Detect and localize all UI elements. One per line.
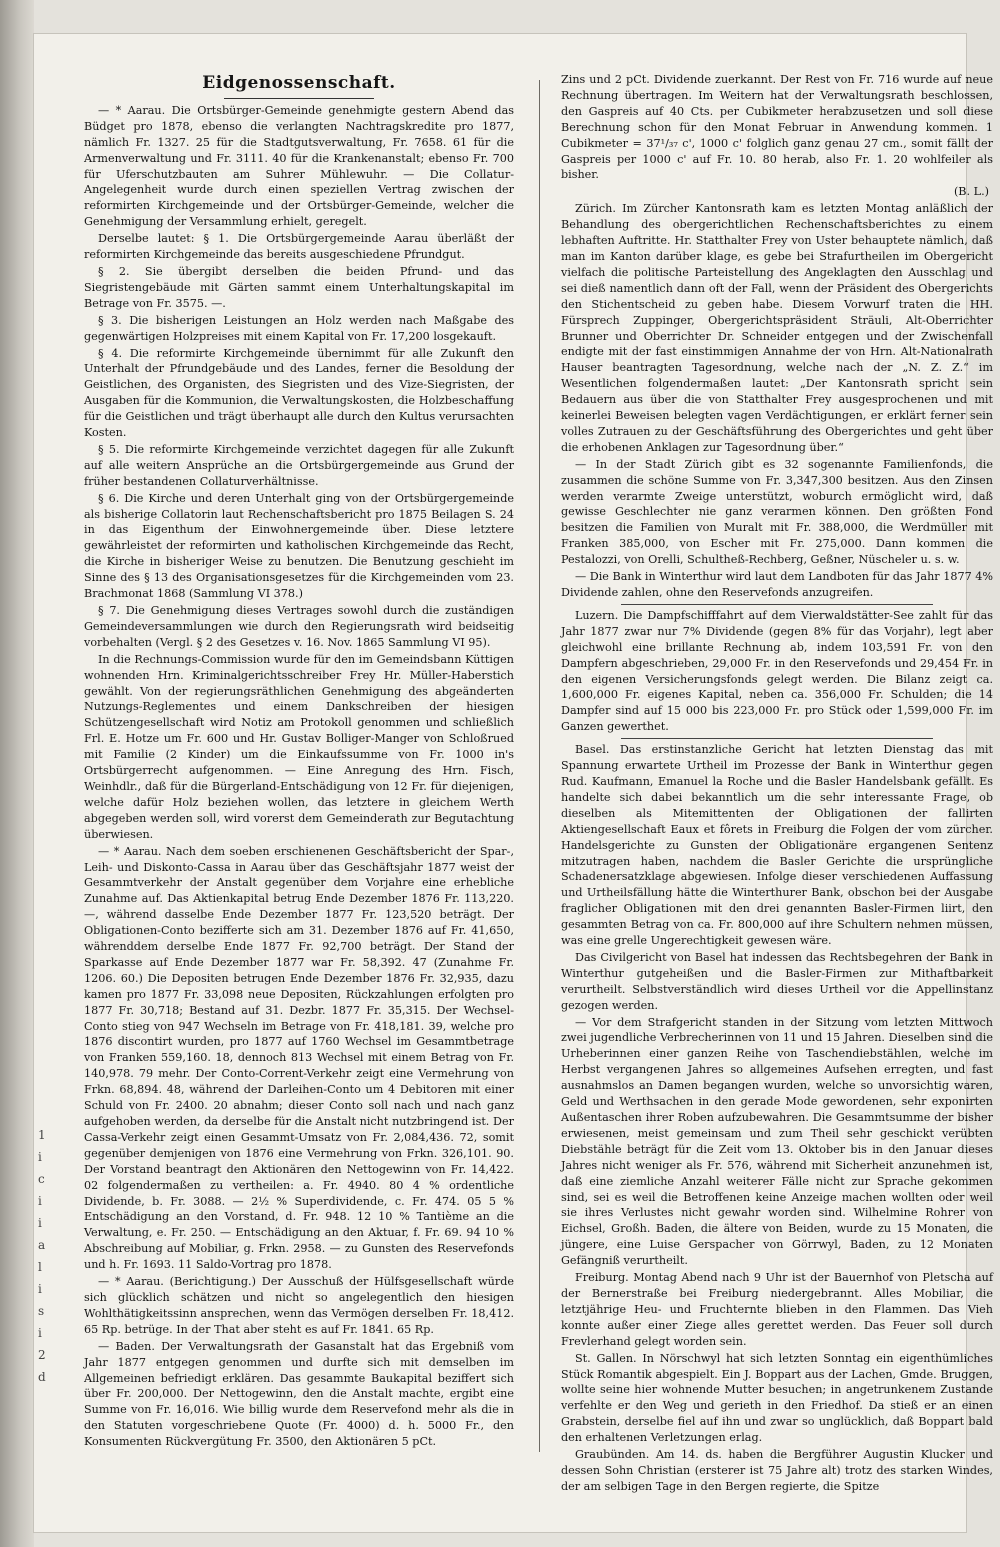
article-separator xyxy=(621,604,933,605)
margin-mark: c xyxy=(38,1172,45,1186)
article-st-gallen: St. Gallen. In Nörschwyl hat sich letzten Sonntag ein eigenthümliches Stück Romantik abgespielt. Ein J. Boppart aus der Lachen, Gmde. Bruggen, wollte seine hier wohnende Mutter besuchen; in angetrunkenem Zustande verfehlte er den Weg und gerieth in den Friedhof. Da stieß er an einen Grabstein, derselbe fiel auf ihn und zwar so unglücklich, daß Boppart bald den erhaltenen Verletzungen erlag. xyxy=(561,1351,993,1445)
margin-mark: d xyxy=(38,1370,46,1384)
contract-paragraph-6: § 6. Die Kirche und deren Unterhalt ging von der Ortsbürgergemeinde als bisherige Collatorin laut Rechenschaftsbericht pro 1875 Beilagen S. 24 in das Eigenthum der Einwohnergemeinde über. Diese letztere gewährleistet der reformirten und katholischen Kirchgemeinde das Recht, die Kirche in bisheriger Weise zu benutzen. Die Benutzung geschieht im Sinne des § 13 des Organisationsgesetzes für die Kirchgemeinden vom 23. Brachmonat 1868 (Sammlung VI 378.) xyxy=(84,491,514,601)
contract-paragraph-7: § 7. Die Genehmigung dieses Vertrages sowohl durch die zuständigen Gemeindeversammlungen wie durch den Regierungsrath wird beidseitig vorbehalten (Vergl. § 2 des Gesetzes v. 16. Nov. 1865 Sammlung VI 95). xyxy=(84,604,514,649)
article-zuerich-kantonsrath: Zürich. Im Zürcher Kantonsrath kam es letzten Montag anläßlich der Behandlung des obergerichtlichen Rechenschaftsberichtes zu einem lebhaften Auftritte. Hr. Statthalter Frey von Uster behauptete nämlich, daß man im Kanton darüber klage, es gebe bei Strafurtheilen im Obergericht vielfach die politische Parteistellung des Angeklagten den Ausschlag und sei dieß namentlich dann oft der Fall, wenn der Präsident des Obergerichts den Stichentscheid zu geben habe. Diesem Vorwurf traten die HH. Fürsprech Zuppinger, Obergerichtspräsident Sträuli, Alt-Oberrichter Brunner und Oberrichter Dr. Schneider entgegen und der Zwischenfall endigte mit der fast einstimmigen Annahme der von Hrn. Alt-Nationalrath Hauser beantragten Tagesordnung, welche nach der „N. Z. Z.“ im Wesentlichen folgendermaßen lautet: „Der Kantonsrath spricht sein Bedauern aus über die von Statthalter Frey ausgesprochenen und mit keinerlei Beweisen belegten vagen Verdächtigungen, er erklärt ferner sein volles Zutrauen zu der Geschäftsführung des Obergerichtes und geht über die erhobenen Anklagen zur Tagesordnung über.“ xyxy=(561,202,993,454)
margin-mark: 2 xyxy=(38,1348,46,1362)
margin-mark: i xyxy=(38,1216,42,1230)
margin-mark: i xyxy=(38,1150,42,1164)
title-rule xyxy=(224,98,374,99)
article-separator xyxy=(621,738,933,739)
article-basel-strafgericht: — Vor dem Strafgericht standen in der Sitzung vom letzten Mittwoch zwei jugendliche Verbrecherinnen von 11 und 15 Jahren. Dieselben sind die Urheberinnen einer ganzen Reihe von Taschendiebstählen, welche im Herbst vergangenen Jahres so allgemeines Aufsehen erregten, und fast ausnahmslos an Damen begangen wurden, welche so unvorsichtig waren, Geld und Werthsachen in den gerade Mode gewordenen, sehr exponirten Außentaschen ihrer Roben aufzubewahren. Die Gesammtsumme der bisher erwiesenen, meist gemeinsam und zum Theil sehr geschickt verübten Diebstähle beträgt für die Zeit vom 13. Oktober bis in den Januar dieses Jahres nicht weniger als Fr. 576, während mit Sicherheit anzunehmen ist, daß eine ziemliche Anzahl weiterer Fälle nicht zur Sprache gekommen sind, sei es weil die Betroffenen keine Anzeige machen wollten oder weil sie ihres Verlustes nicht gewahr worden sind. Wilhelmine Rohrer von Eichsel, Großh. Baden, die ältere von Beiden, wurde zu 15 Monaten, die jüngere, eine Luise Gerspacher von Görrwyl, Baden, zu 12 Monaten Gefängniß verurtheilt. xyxy=(561,1015,993,1268)
article-baden-continued: Zins und 2 pCt. Dividende zuerkannt. Der Rest von Fr. 716 wurde auf neue Rechnung übertragen. Im Weitern hat der Verwaltungsrath beschlossen, den Gaspreis auf 40 Cts. per Cubikmeter herabzusetzen und soll diese Berechnung schon für den Monat Februar in Anwendung kommen. 1 Cubikmeter = 37¹/₃₇ c', 1000 c' folglich ganz genau 27 cm., somit fällt der Gaspreis per 1000 c' auf Fr. 10. 80 herab, also Fr. 1. 20 wohlfeiler als bisher. xyxy=(561,73,993,182)
article-graubuenden: Graubünden. Am 14. ds. haben die Bergführer Augustin Klucker und dessen Sohn Christian (ersterer ist 75 Jahre alt) trotz des starken Windes, der am selbigen Tage in den Bergen regierte, die Spitze xyxy=(561,1448,993,1493)
article-basel-civilgericht: Das Civilgericht von Basel hat indessen das Rechtsbegehren der Bank in Winterthur gutgeheißen und die Basler-Firmen zur Mithaftbarkeit verurtheilt. Selbstverständlich wird dieses Urtheil vor die Appellinstanz gezogen werden. xyxy=(561,950,993,1012)
margin-mark: i xyxy=(38,1326,42,1340)
contract-paragraph-2: § 2. Sie übergibt derselben die beiden Pfrund- und das Siegristengebäude mit Gärten sammt einem Unterhaltungskapital im Betrage von Fr. 3575. —. xyxy=(84,264,514,310)
scan-binding-shadow xyxy=(0,0,34,1547)
source-signature: (B. L.) xyxy=(953,185,989,199)
article-aarau-cassa: — * Aarau. Nach dem soeben erschienenen Geschäftsbericht der Spar-, Leih- und Diskonto-Cassa in Aarau über das Geschäftsjahr 1877 weist der Gesammtverkehr der Anstalt gegenüber dem Vorjahre eine erhebliche Zunahme auf. Das Aktienkapital betrug Ende Dezember 1876 Fr. 113,220. —, während dasselbe Ende Dezember 1877 Fr. 123,520 beträgt. Der Obligationen-Conto bezifferte sich am 31. Dezember 1876 auf Fr. 41,650, währenddem derselbe Ende 1877 Fr. 92,700 beträgt. Der Stand der Sparkasse auf Ende Dezember 1877 war Fr. 58,392. 47 (Zunahme Fr. 1206. 60.) Die Depositen betrugen Ende Dezember 1876 Fr. 32,935, dazu kamen pro 1877 Fr. 33,098 neue Depositen, Rückzahlungen erfolgten pro 1877 Fr. 30,718; Bestand auf 31. Dezbr. 1877 Fr. 35,315. Der Wechsel-Conto stieg von 947 Wechseln im Betrage von Fr. 418,181. 39, welche pro 1876 discontirt wurden, pro 1877 auf 1760 Wechsel im Gesammtbetrage von Franken 559,160. 18, dennoch 813 Wechsel mit einem Betrag von Fr. 140,978. 79 mehr. Der Conto-Corrent-Verkehr zeigt eine Vermehrung von Frkn. 68,894. 48, während der Darleihen-Conto um 4 Debitoren mit einer Schuld von Fr. 2400. 20 abnahm; dieser Conto soll nach und nach ganz aufgehoben werden, da derselbe für die Anstalt nicht nutzbringend ist. Der Cassa-Verkehr zeigt einen Gesammt-Umsatz von Fr. 2,084,436. 72, somit gegenüber demjenigen von 1876 eine Vermehrung von Frkn. 326,101. 90. Der Vorstand beantragt den Aktionären den Nettogewinn von Fr. 14,422. 02 folgendermaßen zu vertheilen: a. Fr. 4940. 80 4 % ordentliche Dividende, b. Fr. 3088. — 2½ % Superdividende, c. Fr. 474. 05 5 % Entschädigung an den Vorstand, d. Fr. 948. 12 10 % Tantième an die Verwaltung, e. Fr. 250. — Entschädigung an den Aktuar, f. Fr. 69. 94 10 % Abschreibung auf Mobiliar, g. Frkn. 2958. — zu Gunsten des Reservefonds und h. Fr. 1693. 11 Saldo-Vortrag pro 1878. xyxy=(84,844,514,1272)
article-rechnungs-commission: In die Rechnungs-Commission wurde für den im Gemeindsbann Küttigen wohnenden Hrn. Kriminalgerichtsschreiber Frey Hr. Müller-Haberstich gewählt. Von der regierungsräthlichen Genehmigung des abgeänderten Nutzungs-Reglementes und einem Dankschreiben der hiesigen Schützengesellschaft wird Notiz am Protokoll genommen und schließlich Frl. E. Hotze um Fr. 600 und Hr. Gustav Bolliger-Manger von Schloßrued mit Familie (2 Kinder) um die Einkaufssumme von Fr. 1000 in's Ortsbürgerrecht aufgenommen. — Eine Anregung des Hrn. Fisch, Weinhdlr., daß für die Bürgerland-Entschädigung von 12 Fr. für diejenigen, welche dafür Holz beziehen wollen, das letztere in gleichem Werth abgegeben werden soll, wird vorerst dem Gemeinderath zur Begutachtung überwiesen. xyxy=(84,652,514,841)
article-bank-winterthur: — Die Bank in Winterthur wird laut dem Landboten für das Jahr 1877 4% Dividende zahlen, ohne den Reservefonds anzugreifen. xyxy=(561,570,993,599)
contract-paragraph-5: § 5. Die reformirte Kirchgemeinde verzichtet dagegen für alle Zukunft auf alle weitern Ansprüche an die Ortsbürgergemeinde aus Grund der früher bestandenen Collaturverhältnisse. xyxy=(84,442,514,488)
article-freiburg: Freiburg. Montag Abend nach 9 Uhr ist der Bauernhof von Pletscha auf der Bernerstraße bei Freiburg niedergebrannt. Alles Mobiliar, die letztjährige Heu- und Fruchternte blieben in den Flammen. Das Vieh konnte außer einer Ziege alles gerettet werden. Das Feuer soll durch Frevlerhand gelegt worden sein. xyxy=(561,1271,993,1348)
section-title: Eidgenossenschaft. xyxy=(202,73,396,93)
left-margin-marks xyxy=(38,1124,56,1388)
article-luzern: Luzern. Die Dampfschifffahrt auf dem Vierwaldstätter-See zahlt für das Jahr 1877 zwar nur 7% Dividende (gegen 8% für das Vorjahr), legt aber gleichwohl eine brillante Rechnung ab, indem 103,591 Fr. von den Dampfern abgeschrieben, 29,000 Fr. in den Reservefonds und 29,454 Fr. in den eigenen Versicherungsfonds gelegt werden. Die Bilanz zeigt ca. 1,600,000 Fr. eigenes Kapital, neben ca. 356,000 Fr. Schulden; die 14 Dampfer sind auf 15 000 bis 223,000 Fr. pro Stück oder 1,599,000 Fr. im Ganzen gewerthet. xyxy=(561,608,993,734)
article-aarau-berichtigung: — * Aarau. (Berichtigung.) Der Ausschuß der Hülfsgesellschaft würde sich glücklich schätzen und nicht so angelegentlich den hiesigen Wohlthätigkeitssinn ansprechen, wenn das Vermögen derselben Fr. 18,412. 65 Rp. betrüge. In der That aber steht es auf Fr. 1841. 65 Rp. xyxy=(84,1275,514,1336)
margin-mark: 1 xyxy=(38,1128,46,1142)
contract-paragraph-4: § 4. Die reformirte Kirchgemeinde übernimmt für alle Zukunft den Unterhalt der Pfrundgebäude und des Landes, ferner die Besoldung der Geistlichen, des Organisten, des Siegristen und des Vize-Siegristen, der Ausgaben für die Kommunion, die Verwaltungskosten, die Holzbeschaffung für die Geistlichen und trägt überhaupt alle durch den Kultus verursachten Kosten. xyxy=(84,346,514,440)
margin-mark: a xyxy=(38,1238,46,1252)
article-aarau-gemeinde: — * Aarau. Die Ortsbürger-Gemeinde genehmigte gestern Abend das Büdget pro 1878, ebenso die verlangten Nachtragskredite pro 1877, nämlich Fr. 1327. 25 für die Stadtgutsverwaltung, Fr. 7658. 61 für die Armenverwaltung und Fr. 3111. 40 für die Krankenanstalt; ebenso Fr. 700 für Uferschutzbauten am Suhrer Mühlewuhr. — Die Collatur-Angelegenheit wurde durch einen speziellen Vertrag zwischen der reformirten Kirchgemeinde und der Ortsbürger-Gemeinde, welcher die Genehmigung der Versammlung erhielt, geregelt. xyxy=(84,103,514,229)
column-divider xyxy=(539,80,540,1452)
newspaper-page xyxy=(34,34,993,1532)
article-baden-gasanstalt: — Baden. Der Verwaltungsrath der Gasanstalt hat das Ergebniß vom Jahr 1877 entgegen genommen und durfte sich mit demselben im Allgemeinen befriedigt erklären. Das gesammte Baukapital beziffert sich über Fr. 200,000. Der Nettogewinn, den die Anstalt machte, ergibt eine Summe von Fr. 16,016. Wie billig wurde dem Reservefond mehr als die in den Statuten vorgeschriebene Quote (Fr. 4000) d. h. 5000 Fr., den Konsumenten Rückvergütung Fr. 3500, den Aktionären 5 pCt. xyxy=(84,1339,514,1449)
margin-mark: i xyxy=(38,1282,42,1296)
contract-paragraph-1: Derselbe lautet: § 1. Die Ortsbürgergemeinde Aarau überläßt der reformirten Kirchgemeinde das bereits ausgeschiedene Pfrundgut. xyxy=(84,232,514,262)
article-zuerich-familienfonds: — In der Stadt Zürich gibt es 32 sogenannte Familienfonds, die zusammen die schöne Summe von Fr. 3,347,300 besitzen. Aus den Zinsen werden verarmte Zweige unterstützt, woburch ermöglicht wird, daß gewisse Geschlechter nie ganz verarmen können. Den größten Fond besitzen die Familien von Muralt mit Fr. 388,000, die Werdmüller mit Franken 385,000, von Escher mit Fr. 275,000. Dann kommen die Pestalozzi, von Orelli, Schultheß-Rechberg, Geßner, Nüscheler u. s. w. xyxy=(561,457,993,567)
contract-paragraph-3: § 3. Die bisherigen Leistungen an Holz werden nach Maßgabe des gegenwärtigen Holzpreises mit einem Kapital von Fr. 17,200 losgekauft. xyxy=(84,313,514,343)
margin-mark: l xyxy=(38,1260,42,1274)
margin-mark: s xyxy=(38,1304,45,1318)
article-basel-urtheil: Basel. Das erstinstanzliche Gericht hat letzten Dienstag das mit Spannung erwartete Urtheil im Prozesse der Bank in Winterthur gegen Rud. Kaufmann, Emanuel la Roche und die Basler Handelsbank gefällt. Es handelte sich dabei bekanntlich um die sehr interessante Frage, ob dieselben als Mitemittenten der Obligationen der fallirten Aktiengesellschaft Eaux et fôrets in Freiburg die Folgen der vom zürcher. Handelsgerichte zu Gunsten der Obligationäre ergangenen Sentenz mitzutragen haben, nachdem die Basler Gerichte die ursprüngliche Schadenersatzklage abgewiesen. Infolge dieser verschiedenen Auffassung und Urtheilsfällung hätte die Winterthurer Bank, obschon bei der Ausgabe fraglicher Obligationen mit den drei genannten Basler-Firmen liirt, den gesammten Betrag von ca. Fr. 800,000 auf ihre Schultern nehmen müssen, was eine grelle Ungerechtigkeit gewesen wäre. xyxy=(561,743,993,948)
margin-mark: i xyxy=(38,1194,42,1208)
right-column xyxy=(561,72,993,1496)
left-column xyxy=(84,73,514,1451)
